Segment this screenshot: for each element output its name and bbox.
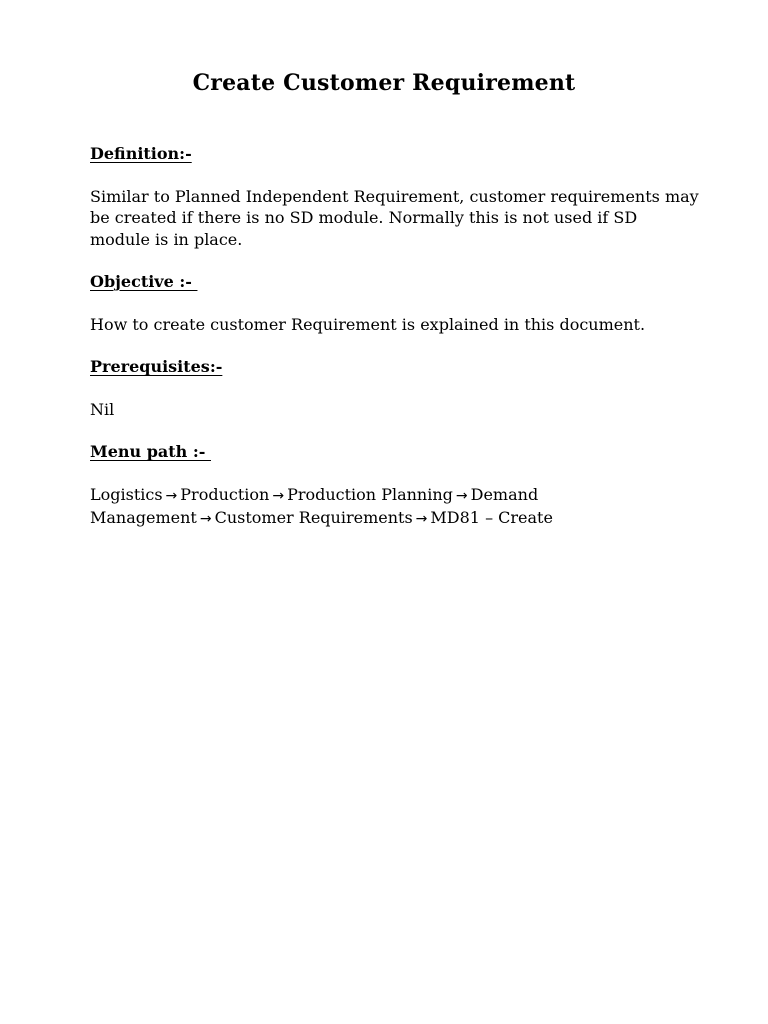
arrow-right-icon: → <box>272 487 285 504</box>
arrow-right-icon: → <box>165 487 178 504</box>
menu-path-step: MD81 – Create <box>430 508 553 527</box>
menu-path-step: Production <box>180 484 270 504</box>
definition-heading: Definition:- <box>90 144 192 163</box>
arrow-right-icon: → <box>199 511 212 527</box>
document-body <box>90 143 700 552</box>
menu-path-step: Production Planning <box>287 484 453 504</box>
arrow-right-icon: → <box>415 511 428 527</box>
arrow-right-icon: → <box>455 487 468 504</box>
definition-text: Similar to Planned Independent Requirement, customer requirements may be created if there is no SD module. Normally this is not used if SD module is in place. <box>90 186 699 249</box>
objective-heading: Objective :- <box>90 272 198 291</box>
prerequisites-heading: Prerequisites:- <box>90 357 223 376</box>
menu-path-step: Customer Requirements <box>214 508 413 527</box>
objective-text: How to create customer Requirement is explained in this document. <box>90 314 646 334</box>
prerequisites-text: Nil <box>90 399 115 419</box>
document-title: Create Customer Requirement <box>192 70 576 96</box>
menu-path-heading: Menu path :- <box>90 442 211 461</box>
menu-path-text <box>90 484 700 531</box>
menu-path-step: Logistics <box>90 484 163 504</box>
menu-path-step: Demand Management <box>90 484 539 527</box>
